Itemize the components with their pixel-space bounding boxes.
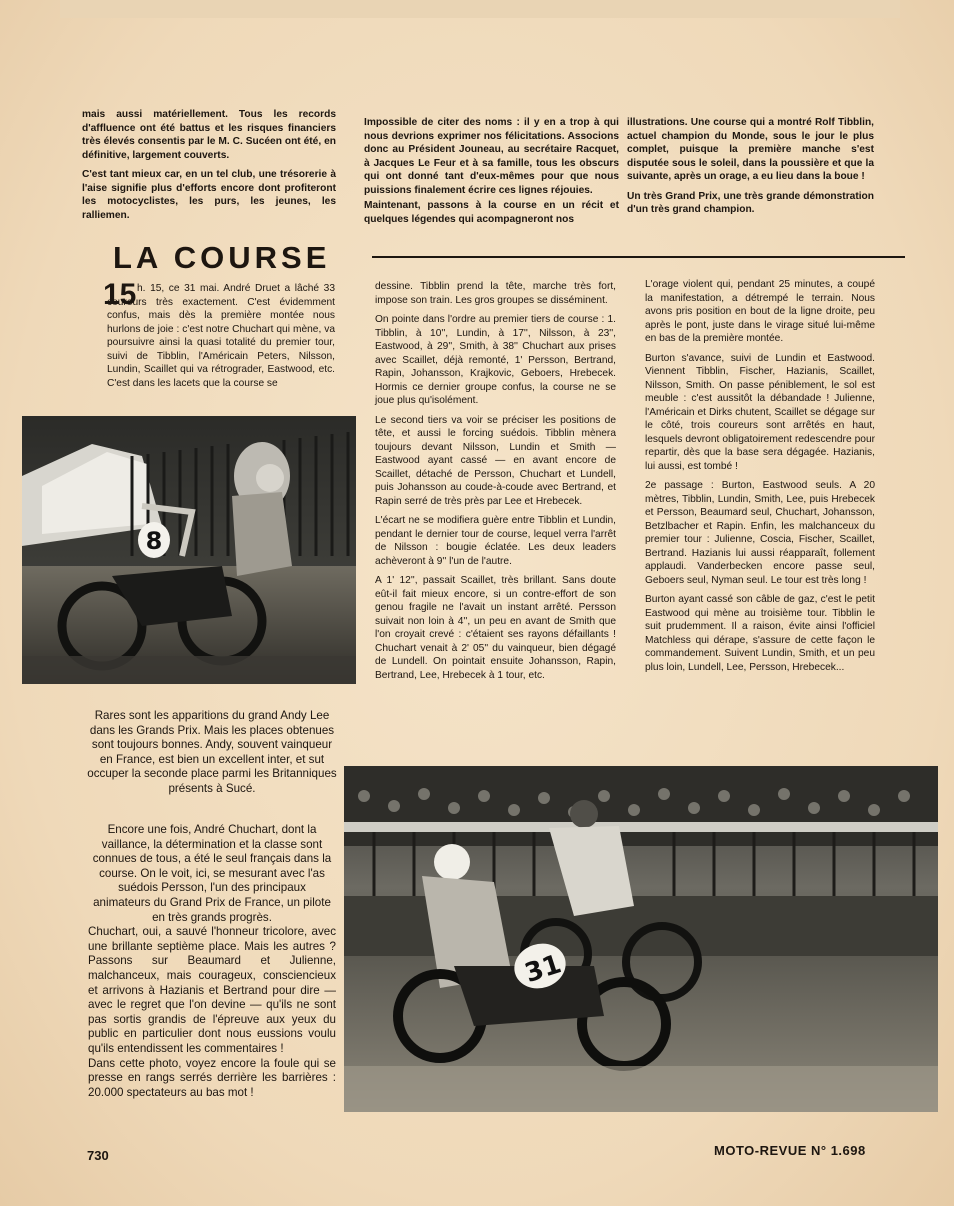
course-paragraph: h. 15, ce 31 mai. André Druet a lâché 33 coureurs très exactement. C'est évidemment confus, mais dès la première montée nous hurlons de joie : c'est notre Chuchart qui mène, va poursuivre ainsi la quasi totalité du premier tour, suivi de Tibblin, l'Américain Peters, Nilsson, Lundin, Scaillet qui va rétrograder, Eastwood, etc. C'est dans les lacets que la course se (107, 283, 335, 389)
course-paragraph: Burton ayant cassé son câble de gaz, c'est le petit Eastwood qui mène au troisième tour. Tibblin le suit prudemment. Il a raison, évite ainsi l'officiel Matchless qui dérape, s'assure de cette façon le commandement. Suivent Lundin, Smith, et un peu plus loin, Lundell, Lee, Persson, Hrebecek... (645, 594, 875, 673)
intro-paragraph: Maintenant, passons à la course en un récit et quelques légendes qui acompagneront nos (364, 200, 619, 225)
course-column-3 (645, 278, 875, 680)
course-paragraph: A 1' 12'', passait Scaillet, très brillant. Sans doute eût-il fait mieux encore, si un contre-effort de son genou fragile ne l'avait un instant arrêté. Persson suivait non loin à 4'', un peu en avant de Smith que l'on croyait crevé : c'étaient ses rayons défaillants ! Chuchart venait à 2' 05'' du vainqueur, bien dégagé de Lundell. On pointait ensuite Johansson, Rapin, Bertrand, Lee, Hrebecek à 1 tour, etc. (375, 575, 616, 681)
page-number: 730 (87, 1148, 109, 1163)
course-paragraph: 2e passage : Burton, Eastwood seuls. A 20 mètres, Tibblin, Lundin, Smith, Lee, puis Hrebecek et Persson, Beaumard seul, Chuchart, Johansson, Betzlbacher et Rapin. Enfin, les malchanceux du premier tour : Julienne, Coscia, Fischer, Scaillet, Bertrand. Hazianis lui aussi réapparaît, follement applaudi. Vanderbecken encore passe seul, Geboers seul, Nyman seul. Le tour est très long ! (645, 480, 875, 586)
course-paragraph: On pointe dans l'ordre au premier tiers de course : 1. Tibblin, à 10'', Lundin, à 17'', Nilsson, à 23'', Eastwood, à 29'', Smith, à 38'' Chuchart aux prises avec Scaillet, déjà remonté, 1' Persson, Bertrand, Rapin, Johansson, Krajkovic, Geboers, Hrebecek. Hormis ce dernier groupe confus, la course ne se joue plus qu'isolément. (375, 314, 616, 406)
intro-paragraph: Un très Grand Prix, une très grande démonstration d'un très grand champion. (627, 190, 874, 215)
intro-paragraph: Impossible de citer des noms : il y en a trop à qui nous devrions exprimer nos félicitations. Associons donc au Président Jouneau, au secrétaire Racquet, à Jacques Le Feur et à sa famille, tous les obscurs qui ont donné tant d'eux-mêmes pour que nous puissions finalement écrire ces lignes réjouies. (364, 117, 619, 196)
intro-paragraph: illustrations. Une course qui a montré Rolf Tibblin, actuel champion du Monde, sous le jour le plus complet, puisque la première manche s'est disputée sous le soleil, dans la poussière et que la suivante, après un orage, a eu lieu dans la boue ! (627, 117, 874, 182)
course-column-1 (107, 282, 335, 396)
rider-number-plate: 8 (145, 527, 163, 555)
course-paragraph: Le second tiers va voir se préciser les positions de tête, et aussi le forcing suédois. Tibblin mènera toujours devant Nilsson, Lundin et Smith — Eastwood ayant cassé — en avant encore de Scaillet, détaché de Persson, Chuchart et Lundell, puis Johansson au coude-à-coude avec Bertrand, et Rapin serré de très près par Lee et Hrebecek. (375, 414, 616, 507)
caption-paragraph: Dans cette photo, voyez encore la foule qui se presse en rangs serrés derrière les barrières : 20.000 spectateurs au bas mot ! (88, 1056, 336, 1099)
caption-paragraph: Encore une fois, André Chuchart, dont la vaillance, la détermination et la classe sont connues de tous, a été le seul français dans la course. On le voit, ici, se mesurant avec l'as suédois Persson, l'un des principaux animateurs du Grand Prix de France, un pilote en très grands progrès. (92, 823, 332, 924)
magazine-issue: MOTO-REVUE N° 1.698 (714, 1143, 866, 1158)
caption-andy-lee (86, 709, 338, 811)
photo-chuchart-persson (344, 766, 938, 1112)
page-top-edge (60, 0, 900, 18)
course-paragraph: dessine. Tibblin prend la tête, marche très fort, impose son train. Les gros groupes se disséminent. (375, 281, 616, 306)
course-paragraph: L'écart ne se modifiera guère entre Tibblin et Lundin, pendant le dernier tour de course, lequel verra l'arrêt de Nilsson : bougie éclatée. Les deux leaders achèveront à 9'' l'un de l'autre. (375, 515, 616, 567)
section-rule (372, 256, 905, 258)
intro-column-1 (82, 108, 336, 228)
caption-paragraph: Rares sont les apparitions du grand Andy Lee dans les Grands Prix. Mais les places obtenues sont toujours bonnes. Andy, souvent vainqueur en France, est bien un excellent inter, et sut occuper la seconde place parmi les Britanniques présents à Sucé. (87, 709, 337, 795)
section-title: LA COURSE (113, 240, 331, 275)
drop-cap: 15 (103, 278, 137, 311)
intro-paragraph: mais aussi matériellement. Tous les records d'affluence ont été battus et les risques financiers très élevés consentis par le M. C. Sucéen ont été, en définitive, largement couverts. (82, 109, 336, 161)
course-paragraph: L'orage violent qui, pendant 25 minutes, a coupé la manifestation, a détrempé le terrain. Nous avons pris position en bout de la ligne droite, peu après le pont, juste dans le virage situé lui-même en bas de la première montée. (645, 279, 875, 344)
intro-column-3 (627, 116, 874, 223)
rider-number-plate: 31 (521, 949, 565, 990)
caption-paragraph: Chuchart, oui, a sauvé l'honneur tricolore, avec une brillante septième place. Mais les autres ? Passons sur Beaumard et Julienne, malchanceux, mais courageux, consciencieux et arrivons à Hazianis et Bertrand pour dire — avec le regret que l'on devine — qu'ils ne sont pas sortis grandis de l'épreuve aux yeux du public en particulier dont nous eussions voulu qu'ils entendissent les commentaires ! (88, 925, 336, 1055)
intro-paragraph: C'est tant mieux car, en un tel club, une trésorerie à l'aise signifie plus d'efforts encore dont profiteront les motocyclistes, les purs, les jeunes, les ralliemen. (82, 169, 336, 221)
caption-chuchart (88, 823, 336, 1100)
course-paragraph: Burton s'avance, suivi de Lundin et Eastwood. Viennent Tibblin, Fischer, Hazianis, Scaillet, Nilsson, Smith. On passe péniblement, le sol est meuble : c'est aussitôt la débandade ! Julienne, l'Américain et Dirks chutent, Scaillet se dégage sur le côté, trois coureurs sont arrêtés en haut, lesquels devront obligatoirement redescendre pour repartir, dès que la base sera dégagée. Hazianis, lui aussi, est tombé ! (645, 352, 875, 472)
intro-column-2 (364, 116, 619, 232)
photo-rider-andy-lee (22, 416, 356, 684)
course-column-2 (375, 280, 616, 688)
